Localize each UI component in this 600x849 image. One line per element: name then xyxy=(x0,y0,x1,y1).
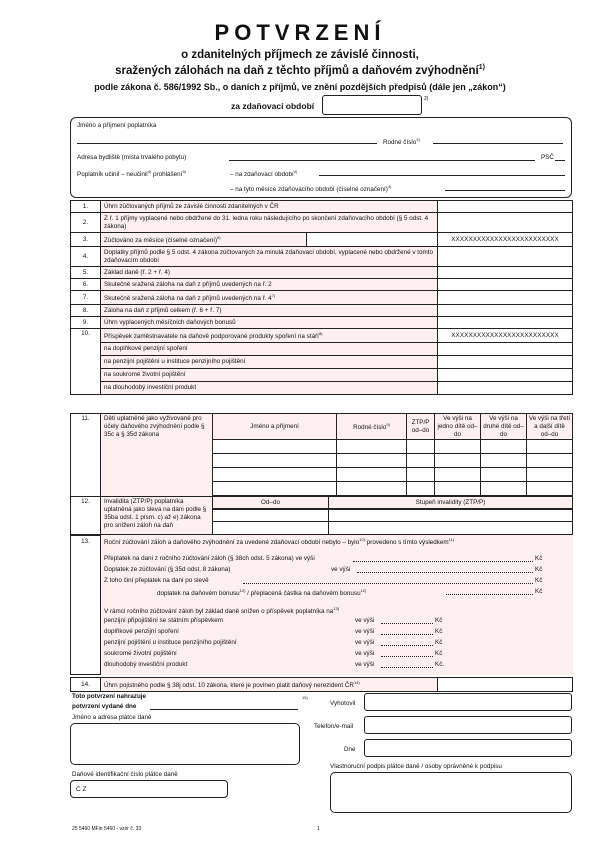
period-input[interactable] xyxy=(322,95,422,115)
row-label: Základ daně (ř. 2 + ř. 4) xyxy=(101,267,438,279)
bonus-add-input[interactable] xyxy=(357,572,533,573)
table-row xyxy=(71,329,573,343)
child-birth-cell[interactable] xyxy=(337,454,407,468)
row-sublabel: na soukromé životní pojištění xyxy=(101,369,438,382)
child-second-cell[interactable] xyxy=(481,454,527,468)
row-label: Záloha na daň z příjmů celkem (ř. 6 + ř. 7) xyxy=(101,305,438,317)
months-input[interactable] xyxy=(307,233,438,247)
address-input[interactable] xyxy=(229,160,535,161)
child-ztp-cell[interactable] xyxy=(407,482,435,496)
reduced-item: penzijní pojištění u instituce penzijního pojištění xyxy=(104,639,237,646)
child-third-cell[interactable] xyxy=(527,482,573,496)
row-number: 5. xyxy=(71,267,101,279)
period-label: za zdaňovací období xyxy=(231,101,315,111)
tin-label: Daňové identifikační číslo plátce daně xyxy=(72,771,178,778)
col-ztp: ZTP/P od–do xyxy=(407,414,435,440)
table-row xyxy=(71,291,573,305)
phone-label: Telefon/e-mail xyxy=(314,723,354,730)
row-value[interactable] xyxy=(438,369,573,382)
psc-input[interactable] xyxy=(555,160,565,161)
name-label: Jméno a příjmení poplatníka xyxy=(77,122,157,129)
reduced-item: penzijní připojištění se státním příspěvkem xyxy=(104,617,223,624)
row-value[interactable] xyxy=(438,291,573,305)
name-input[interactable] xyxy=(77,143,377,144)
row-label: Z ř. 1 příjmy vyplacené nebo obdržené do 31. ledna roku následujícího po skončení zdaňovacího období (§ 5 odst. 4 zákona) xyxy=(101,213,438,233)
row-label: Zúčtováno za měsíce (číselné označení)$^{6)}$ xyxy=(101,233,307,247)
row-value[interactable] xyxy=(438,267,573,279)
signature-input[interactable] xyxy=(330,772,572,813)
overpay-label: Přeplatek na dani z ročního zúčtování záloh (§ 38ch odst. 5 zákona) ve výši xyxy=(104,555,315,562)
date-label: Dne xyxy=(344,746,356,753)
kc-label: Kč xyxy=(435,650,443,657)
child-ztp-cell[interactable] xyxy=(407,454,435,468)
kc-label: Kč xyxy=(535,555,543,562)
subtitle-line1: o zdanitelných příjmech ze závislé činnosti, xyxy=(181,49,419,61)
row-number: 6. xyxy=(71,279,101,291)
row-value[interactable] xyxy=(438,279,573,291)
row-label: Úhrn vyplacených měsíčních daňových bonusů xyxy=(101,317,438,329)
row-number: 14. xyxy=(71,678,101,692)
reduced-head: V rámci ročního zúčtování záloh byl základ daně snížen o příspěvek poplatníka $na^{13)}$ xyxy=(104,606,340,616)
table-row xyxy=(71,382,573,395)
row-number: 7. xyxy=(71,291,101,305)
form-code: 25 5460 MFin 5460 - vzor č. 33 xyxy=(72,826,142,832)
col-name: Jméno a příjmení xyxy=(213,414,337,440)
kc-label: Kč xyxy=(535,566,543,573)
bonus-paid-label: doplatek na daňovém bonusu$^{12)}$ / přeplacená částka na daňovém bonusu$^{12)}$ xyxy=(157,588,367,598)
child-third-cell[interactable] xyxy=(527,454,573,468)
phone-input[interactable] xyxy=(364,716,572,734)
child-name-cell[interactable] xyxy=(213,454,337,468)
row-disabled: XXXXXXXXXXXXXXXXXXXXXXXXX xyxy=(438,329,573,343)
paid-label: Z toho činí přeplatek na dani po slevě xyxy=(104,577,209,584)
invalidity-degree-cell[interactable] xyxy=(329,509,573,522)
reduced-input[interactable] xyxy=(381,667,433,668)
reduced-input[interactable] xyxy=(381,656,433,657)
child-name-cell[interactable] xyxy=(213,482,337,496)
subtitle-line2: sražených zálohách na daň z těchto příjmů a daňovém zvýhodnění$^{1)}$ xyxy=(115,64,485,77)
bonus-add-label: Doplatek ze zúčtování (§ 35d odst. 8 zákona) xyxy=(104,566,231,573)
birth-label: Rodné číslo$^{3)}$ xyxy=(383,137,420,147)
address-label: Adresa bydliště (místa trvalého pobytu) xyxy=(77,154,187,161)
vevysi-label: ve výši xyxy=(331,566,351,573)
child-first-cell[interactable] xyxy=(435,454,481,468)
row-label: Úhrn zúčtovaných příjmů ze závislé činnosti zdanitelných v ČR xyxy=(101,201,438,213)
invalidity-from-cell[interactable] xyxy=(213,509,329,522)
row-label: Skutečně sražená záloha na daň z příjmů uvedených na ř. 2 xyxy=(101,279,438,291)
reduced-item: dlouhodobý investiční produkt xyxy=(104,661,188,668)
col-third: Ve výši na třetí a další dítě od–do xyxy=(527,414,573,440)
table-row xyxy=(71,343,573,356)
statement-period-label: – na zdaňovací období$^{4)}$ xyxy=(230,169,298,179)
subtitle-line3: podle zákona č. 586/1992 Sb., o daních z příjmů, ve znění pozdějších předpisů (dále jen „zákon“) xyxy=(94,82,506,92)
child-second-cell[interactable] xyxy=(481,440,527,454)
vevysi-label: ve výši xyxy=(355,661,375,668)
reduced-input[interactable] xyxy=(381,623,433,624)
replace-label: Toto potvrzení nahrazuje xyxy=(72,693,147,700)
row-number: 8. xyxy=(71,305,101,317)
kc-label: Kč xyxy=(435,639,443,646)
row-number: 11. xyxy=(71,414,101,510)
birth-input[interactable] xyxy=(433,143,563,144)
tin-prefix: C Z xyxy=(76,786,87,793)
child-first-cell[interactable] xyxy=(435,482,481,496)
col-first: Ve výši na jedno dítě od–do xyxy=(435,414,481,440)
col-second: Ve výši na druhé dítě od–do xyxy=(481,414,527,440)
taxpayer-box xyxy=(70,117,572,198)
row-value[interactable] xyxy=(438,317,573,329)
kc-label: Kč xyxy=(535,588,543,595)
row-value[interactable] xyxy=(438,382,573,395)
vevysi-label: ve výši xyxy=(355,650,375,657)
row-number: 3. xyxy=(71,233,101,247)
vyhotovil-label: Vyhotovil xyxy=(330,700,356,707)
statement-period-input[interactable] xyxy=(319,175,565,176)
reduced-item: doplňkové penzijní spoření xyxy=(104,628,179,635)
child-birth-cell[interactable] xyxy=(337,468,407,482)
child-birth-cell[interactable] xyxy=(337,482,407,496)
row-value[interactable] xyxy=(438,343,573,356)
row-label: Děti uplatněné jako vyživované pro účely daňového zvýhodnění podle § 35c a § 35d zákona xyxy=(101,414,213,510)
replace-sup: 15) xyxy=(302,695,308,700)
table-row xyxy=(71,267,573,279)
table-row xyxy=(71,305,573,317)
child-name-cell[interactable] xyxy=(213,468,337,482)
table-row xyxy=(71,317,573,329)
table-row xyxy=(71,678,573,692)
row-value[interactable] xyxy=(438,305,573,317)
col-degree: Stupeň invalidity (ZTP/P) xyxy=(329,497,573,509)
row-value[interactable] xyxy=(438,356,573,369)
reduced-item: soukromé životní pojištění xyxy=(104,650,177,657)
settlement-section xyxy=(70,535,572,675)
reduced-input[interactable] xyxy=(381,645,433,646)
row14-table xyxy=(70,677,573,692)
row-label: Úhrn pojistného podle § 38j odst. 10 zákona, které je povinen platit daňový nerezident ČR$^{14)}$ xyxy=(101,678,438,692)
kc-label: Kč. xyxy=(435,661,445,668)
row-disabled: XXXXXXXXXXXXXXXXXXXXXXXXX xyxy=(438,233,573,247)
col-birth: Rodné číslo$^{9)}$ xyxy=(337,414,407,440)
vyhotovil-input[interactable] xyxy=(364,693,572,711)
child-birth-cell[interactable] xyxy=(337,440,407,454)
row-sublabel: na penzijní pojištění u instituce penzijního pojištění xyxy=(101,356,438,369)
replace-date-input[interactable] xyxy=(150,709,298,710)
psc-label: PSČ xyxy=(541,154,554,161)
table-row xyxy=(71,213,573,233)
replace-label2: potvrzení vydané dne xyxy=(72,703,137,710)
invalidity-from-cell[interactable] xyxy=(213,522,329,535)
table-row xyxy=(71,247,573,267)
table-row xyxy=(71,279,573,291)
statement-months-input[interactable] xyxy=(445,190,565,191)
kc-label: Kč xyxy=(435,617,443,624)
date-input[interactable] xyxy=(364,739,572,757)
row-number: 10. xyxy=(71,329,101,395)
row-number: 9. xyxy=(71,317,101,329)
row-number: 4. xyxy=(71,247,101,267)
row-value[interactable] xyxy=(438,201,573,213)
child-ztp-cell[interactable] xyxy=(407,468,435,482)
statement-months-label: – na tyto měsíce zdaňovacího období (číselné označení)$^{4)}$ xyxy=(230,184,392,194)
settlement-body xyxy=(101,535,573,675)
period-sup: 2) xyxy=(424,96,429,102)
payer-label: Jméno a adresa plátce daně xyxy=(72,714,152,721)
child-first-cell[interactable] xyxy=(435,468,481,482)
invalidity-degree-cell[interactable] xyxy=(329,522,573,535)
row-label: Invalidita (ZTP/P) poplatníka uplatněná jako sleva na dani podle § 35ba odst. 1 písm. c) až e) zákona pro snížení záloh na daň xyxy=(101,497,213,535)
kc-label: Kč xyxy=(435,628,443,635)
page-number: 1 xyxy=(317,826,320,832)
bonus-paid-input[interactable] xyxy=(446,594,533,595)
child-third-cell[interactable] xyxy=(527,468,573,482)
child-second-cell[interactable] xyxy=(481,468,527,482)
vevysi-label: ve výši xyxy=(355,628,375,635)
statement-label: Poplatník učinil – neučinil$^{4)}$ prohlášení$^{5)}$ xyxy=(77,169,186,179)
row-label: Doplatky příjmů podle § 5 odst. 4 zákona zúčtovaných za minulá zdaňovací období, vyplacené nebo obdržené v tomto zdaňovacím období xyxy=(101,247,438,267)
row-value[interactable] xyxy=(438,213,573,233)
form-title: POTVRZENÍ xyxy=(214,20,386,45)
row-label: Skutečně sražená záloha na daň z příjmů uvedených na ř. 4$^{7)}$ xyxy=(101,291,438,305)
table-row xyxy=(71,201,573,213)
child-ztp-cell[interactable] xyxy=(407,440,435,454)
main-table xyxy=(70,200,573,395)
row-label: Příspěvek zaměstnavatele na daňově podporované produkty spoření na stáří$^{8)}$ xyxy=(101,329,438,343)
sign-label: Vlastnoruční podpis plátce daně / osoby oprávněné k podpisu xyxy=(330,763,502,770)
settlement-head: Roční zúčtování záloh a daňového zvýhodnění za uvedené zdaňovací období nebylo – bylo$^{10)}$ provedeno s tímto výsledkem$^{11)}$ xyxy=(104,537,455,547)
row-sublabel: na dlouhodobý investiční produkt xyxy=(101,382,438,395)
vevysi-label: ve výši xyxy=(355,639,375,646)
row-value[interactable] xyxy=(438,678,573,692)
kc-label: Kč xyxy=(535,577,543,584)
overpay-input[interactable] xyxy=(353,561,533,562)
col-from: Od–do xyxy=(213,497,329,509)
invalidity-table xyxy=(70,496,573,535)
vevysi-label: ve výši xyxy=(355,617,375,624)
child-second-cell[interactable] xyxy=(481,482,527,496)
table-row xyxy=(71,356,573,369)
child-first-cell[interactable] xyxy=(435,440,481,454)
row-number: 1. xyxy=(71,201,101,213)
payer-input[interactable] xyxy=(70,723,300,765)
child-name-cell[interactable] xyxy=(213,440,337,454)
row-number: 12. xyxy=(71,497,101,535)
table-row xyxy=(71,369,573,382)
row-number: 2. xyxy=(71,213,101,233)
row-value[interactable] xyxy=(438,247,573,267)
paid-input[interactable] xyxy=(243,583,533,584)
tin-input[interactable] xyxy=(70,780,228,798)
row-number: 13. xyxy=(71,536,101,674)
table-row xyxy=(71,233,573,247)
row-sublabel: na doplňkové penzijní spoření xyxy=(101,343,438,356)
child-third-cell[interactable] xyxy=(527,440,573,454)
reduced-input[interactable] xyxy=(381,634,433,635)
